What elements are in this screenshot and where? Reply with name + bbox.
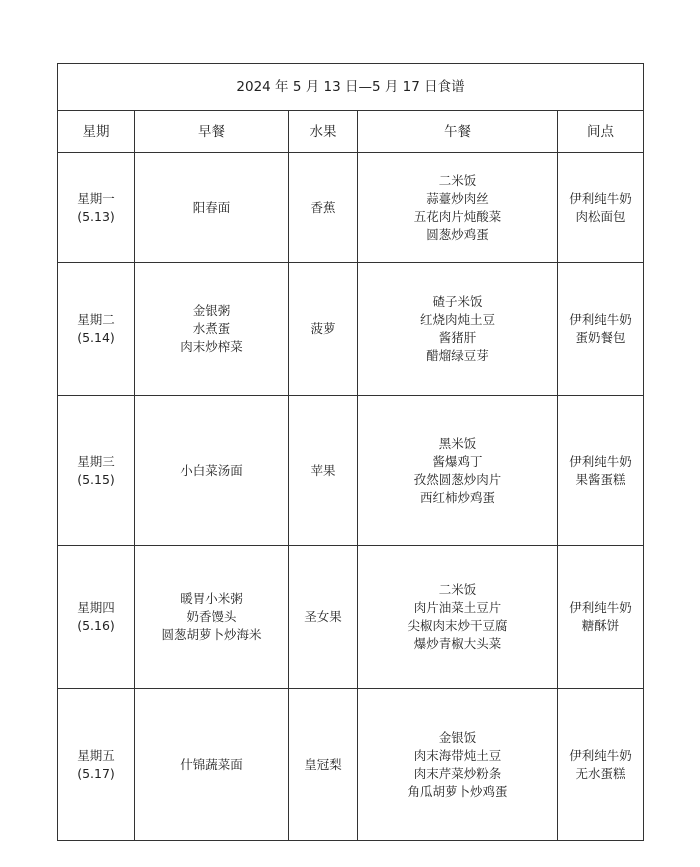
lunch-item: 碴子米饭 <box>432 294 483 309</box>
breakfast-item: 水煮蛋 <box>192 321 231 336</box>
lunch-item: 红烧肉炖土豆 <box>419 312 495 327</box>
breakfast-item: 奶香馒头 <box>186 609 237 624</box>
breakfast-cell <box>135 546 289 689</box>
day-cell <box>58 153 135 263</box>
lunch-item: 金银饭 <box>438 729 477 745</box>
lunch-item: 醋熘绿豆芽 <box>426 348 489 363</box>
day-label: 星期一 <box>77 190 115 206</box>
header-fruit: 水果 <box>289 111 358 153</box>
snack-cell <box>558 153 644 263</box>
breakfast-cell <box>135 396 289 546</box>
lunch-cell <box>358 546 558 689</box>
title-row <box>58 64 644 111</box>
table-row <box>58 546 644 689</box>
table-row <box>58 263 644 396</box>
breakfast-item: 暖胃小米粥 <box>180 591 243 606</box>
lunch-item: 孜然圆葱炒肉片 <box>413 471 502 487</box>
lunch-item: 西红柿炒鸡蛋 <box>419 489 495 505</box>
snack-item: 伊利纯牛奶 <box>569 453 632 469</box>
snack-cell <box>558 396 644 546</box>
breakfast-cell <box>135 153 289 263</box>
table-row <box>58 396 644 546</box>
breakfast-item: 阳春面 <box>192 199 231 215</box>
snack-item: 伊利纯牛奶 <box>569 747 632 763</box>
snack-item: 肉松面包 <box>575 208 626 224</box>
snack-item: 蛋奶餐包 <box>575 330 626 345</box>
header-lunch: 午餐 <box>358 111 558 153</box>
snack-item: 伊利纯牛奶 <box>569 312 632 327</box>
day-date: (5.14) <box>77 330 115 345</box>
lunch-item: 二米饭 <box>438 582 477 597</box>
fruit-cell: 苹果 <box>289 396 358 546</box>
lunch-cell <box>358 153 558 263</box>
day-cell <box>58 396 135 546</box>
day-date: (5.15) <box>77 471 115 487</box>
header-row <box>58 111 644 153</box>
breakfast-item: 小白菜汤面 <box>180 462 243 478</box>
snack-item: 无水蛋糕 <box>575 765 626 781</box>
snack-cell <box>558 263 644 396</box>
lunch-item: 五花肉片炖酸菜 <box>413 208 502 224</box>
lunch-item: 肉片油菜土豆片 <box>413 600 502 615</box>
lunch-cell <box>358 396 558 546</box>
lunch-item: 肉末芹菜炒粉条 <box>413 765 502 781</box>
day-date: (5.17) <box>77 765 115 781</box>
lunch-item: 酱爆鸡丁 <box>432 453 483 469</box>
header-snack: 间点 <box>558 111 644 153</box>
header-breakfast: 早餐 <box>135 111 289 153</box>
header-day: 星期 <box>58 111 135 153</box>
lunch-item: 爆炒青椒大头菜 <box>413 636 502 651</box>
lunch-item: 黑米饭 <box>438 435 477 451</box>
day-label: 星期二 <box>77 312 115 327</box>
snack-cell <box>558 546 644 689</box>
day-label: 星期五 <box>77 747 115 763</box>
lunch-item: 蒜薹炒肉丝 <box>426 190 489 206</box>
day-label: 星期三 <box>77 453 115 469</box>
lunch-cell <box>358 263 558 396</box>
fruit-cell: 菠萝 <box>289 263 358 396</box>
snack-item: 糖酥饼 <box>581 618 620 633</box>
snack-cell <box>558 689 644 841</box>
day-cell <box>58 546 135 689</box>
fruit-cell: 圣女果 <box>289 546 358 689</box>
table-row <box>58 689 644 841</box>
lunch-item: 尖椒肉末炒干豆腐 <box>407 618 508 633</box>
breakfast-item: 金银粥 <box>192 303 231 318</box>
breakfast-item: 什锦蔬菜面 <box>180 756 243 772</box>
snack-item: 伊利纯牛奶 <box>569 190 632 206</box>
lunch-item: 角瓜胡萝卜炒鸡蛋 <box>407 783 508 799</box>
breakfast-item: 圆葱胡萝卜炒海米 <box>161 627 262 642</box>
menu-title: 2024 年 5 月 13 日—5 月 17 日食谱 <box>58 64 644 111</box>
lunch-cell <box>358 689 558 841</box>
lunch-item: 二米饭 <box>438 172 477 188</box>
lunch-item: 酱猪肝 <box>438 330 477 345</box>
snack-item: 果酱蛋糕 <box>575 471 626 487</box>
table-row <box>58 153 644 263</box>
day-cell <box>58 689 135 841</box>
fruit-cell: 皇冠梨 <box>289 689 358 841</box>
day-cell <box>58 263 135 396</box>
day-label: 星期四 <box>77 600 115 615</box>
breakfast-cell <box>135 689 289 841</box>
fruit-cell: 香蕉 <box>289 153 358 263</box>
day-date: (5.16) <box>77 618 115 633</box>
snack-item: 伊利纯牛奶 <box>569 600 632 615</box>
lunch-item: 肉末海带炖土豆 <box>413 747 502 763</box>
day-date: (5.13) <box>77 208 115 224</box>
menu-table <box>57 63 644 841</box>
lunch-item: 圆葱炒鸡蛋 <box>426 226 489 242</box>
breakfast-item: 肉末炒榨菜 <box>180 339 243 354</box>
breakfast-cell <box>135 263 289 396</box>
